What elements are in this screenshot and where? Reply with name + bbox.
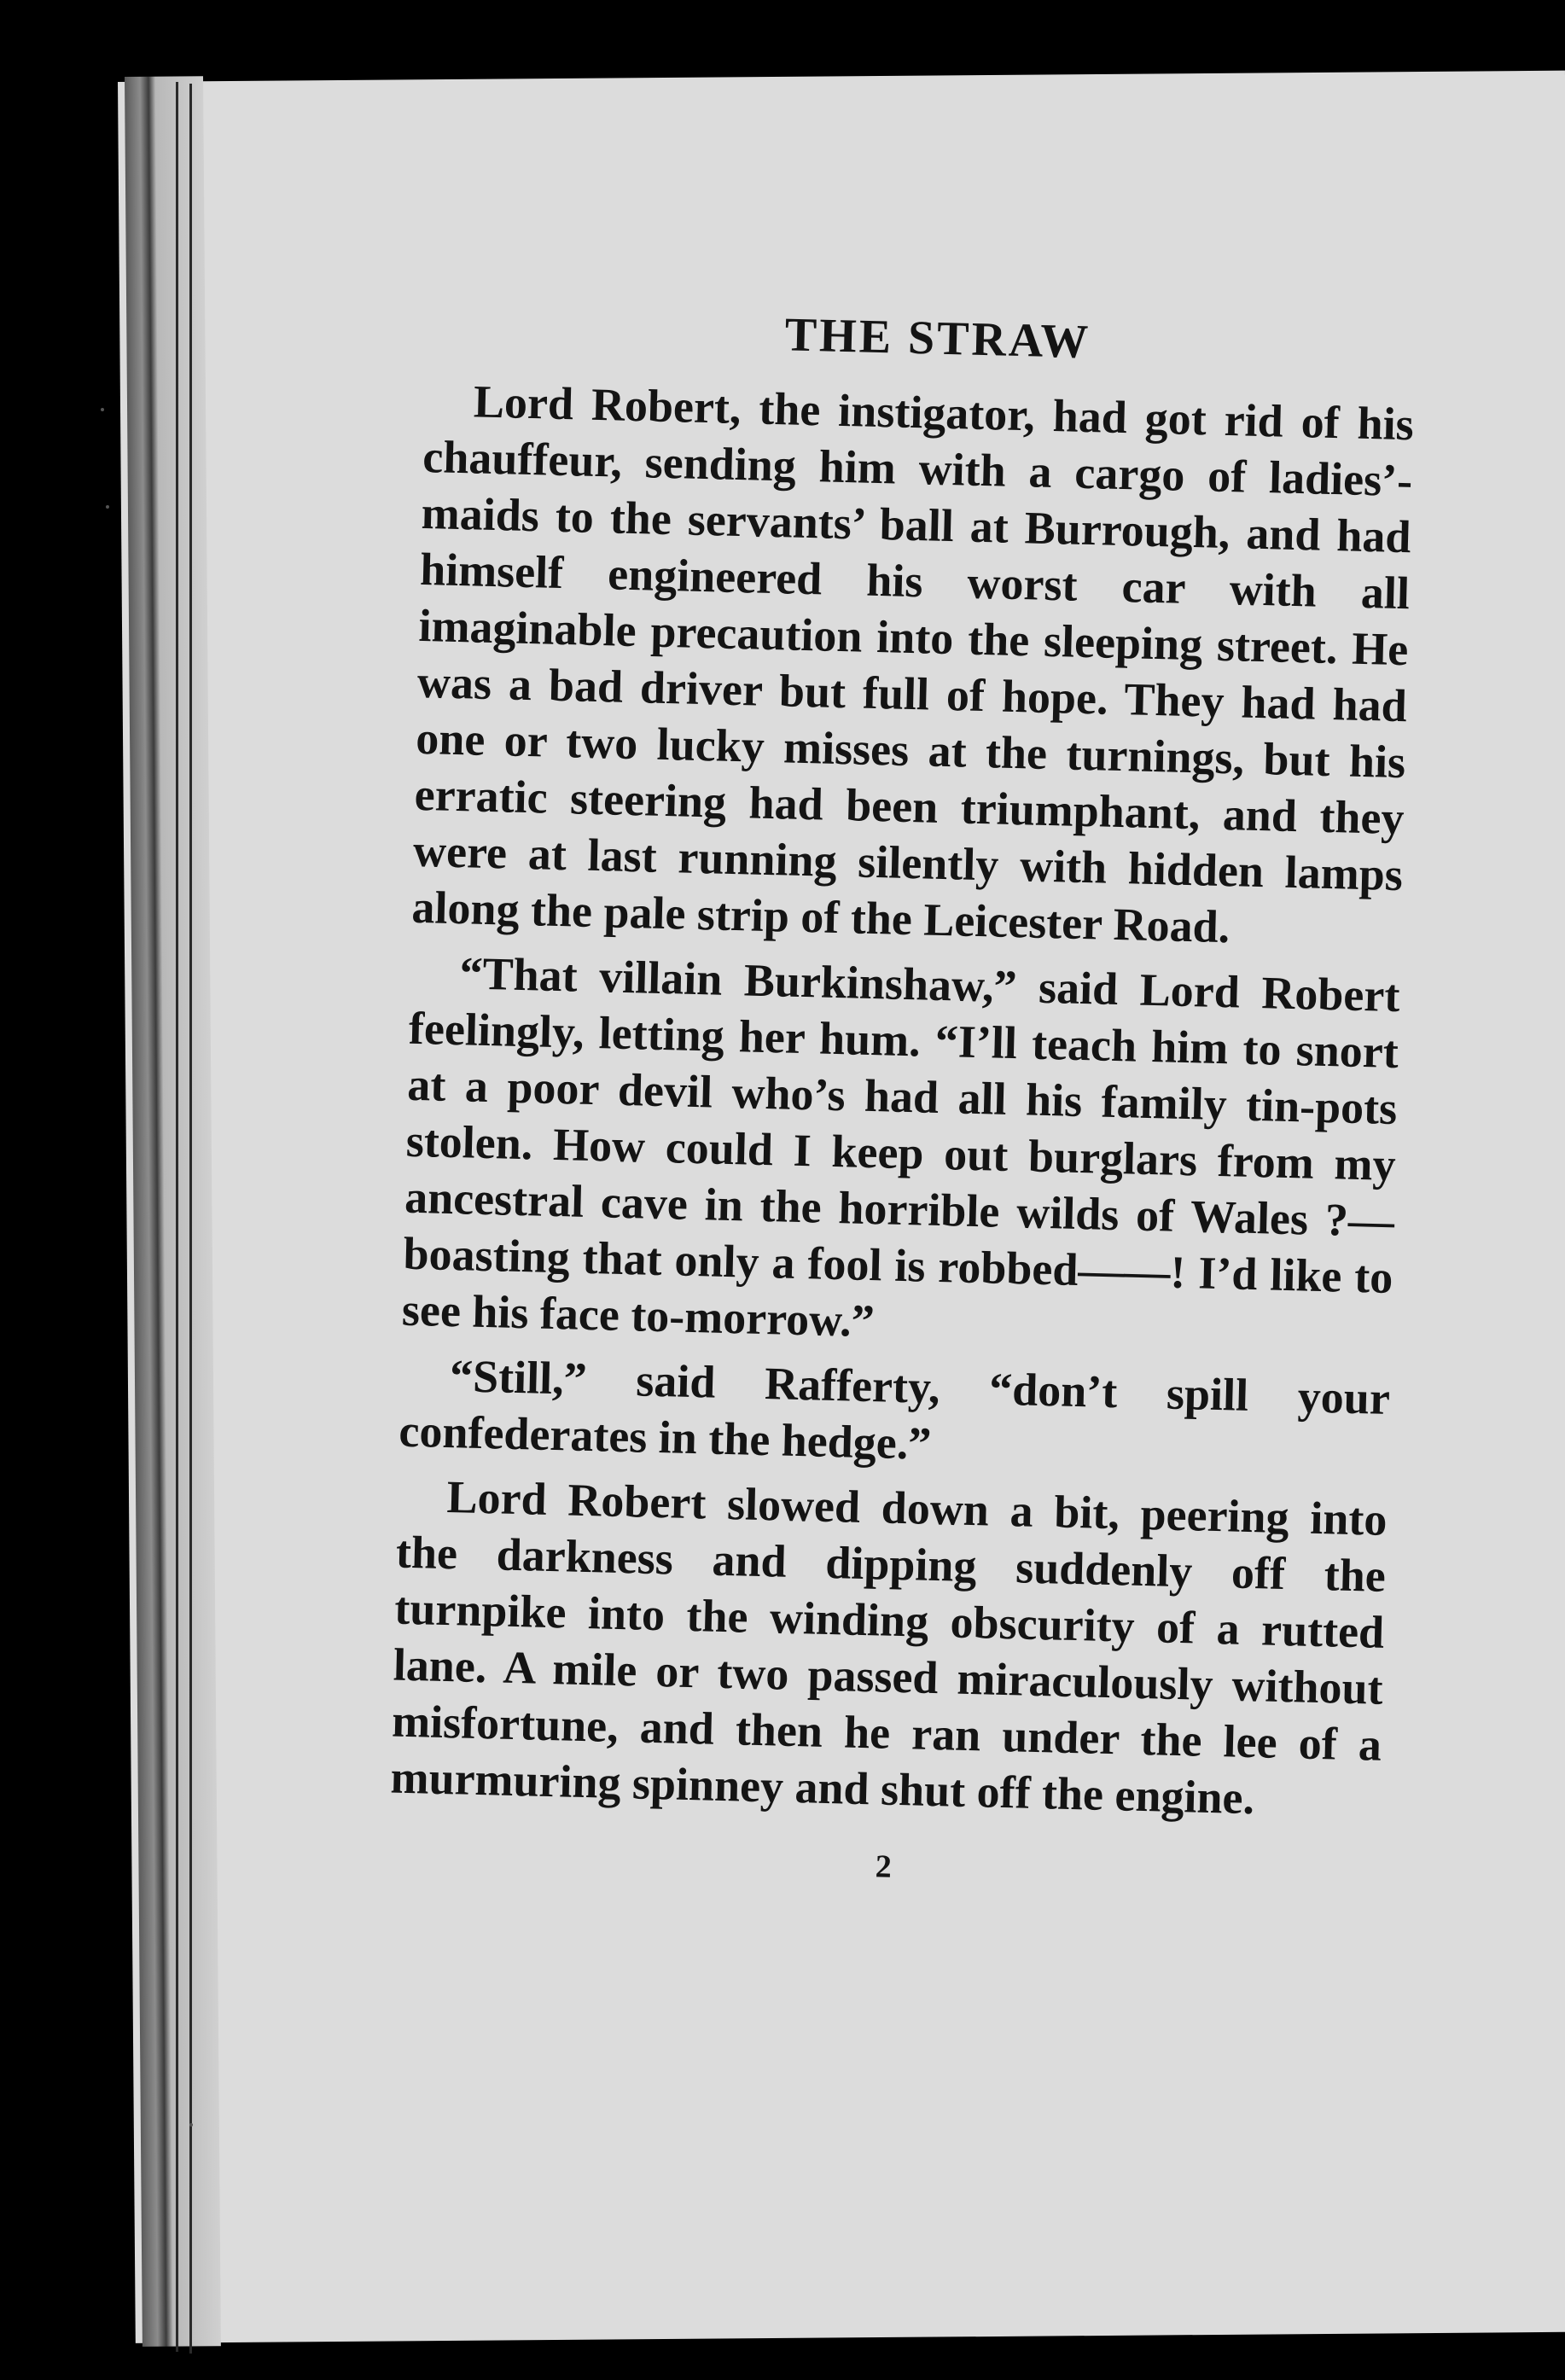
- page-text-block: [388, 299, 1417, 1898]
- scan-speck: [106, 505, 109, 509]
- page-number: 2: [875, 1848, 893, 1885]
- paragraph: “Still,” said Rafferty, “don’t spill your confederates in the hedge.”: [398, 1350, 1391, 1469]
- scan-speck: [189, 2123, 193, 2127]
- running-head: THE STRAW: [784, 308, 1091, 370]
- binding-line: [176, 82, 178, 2352]
- scan-speck: [101, 408, 104, 411]
- paragraph: Lord Robert slowed down a bit, peering into the darkness and dipping suddenly off the turnpike into the winding obscurity of a rutted lane. A mile or two passed miraculously without misfortune, and then he ran under the lee of a murmuring spinney and shut off the engine.: [389, 1471, 1388, 1824]
- paragraph: “That villain Burkinshaw,” said Lord Robert feelingly, letting her hum. “I’ll teach him to snort at a poor devil who’s had all his family tin-pots stolen. How could I keep out burglars from my ancestral cave in the horrible wilds of Wales ?—boasting that only a fool is robbed——! I’d like to see his face to-morrow.”: [401, 947, 1401, 1347]
- paragraph: Lord Robert, the instigator, had got rid of his chauffeur, sending him with a cargo of ladies’-maids to the servants’ ball at Burrough, and had himself engineered his worst car with all imaginable precaution into the sleeping street. He was a bad driver but full of hope. They had had one or two lucky misses at the turnings, but his erratic steering had been triumphant, and they were at last running silently with hidden lamps along the pale strip of the Leicester Road.: [410, 375, 1415, 953]
- binding-line: [189, 84, 192, 2354]
